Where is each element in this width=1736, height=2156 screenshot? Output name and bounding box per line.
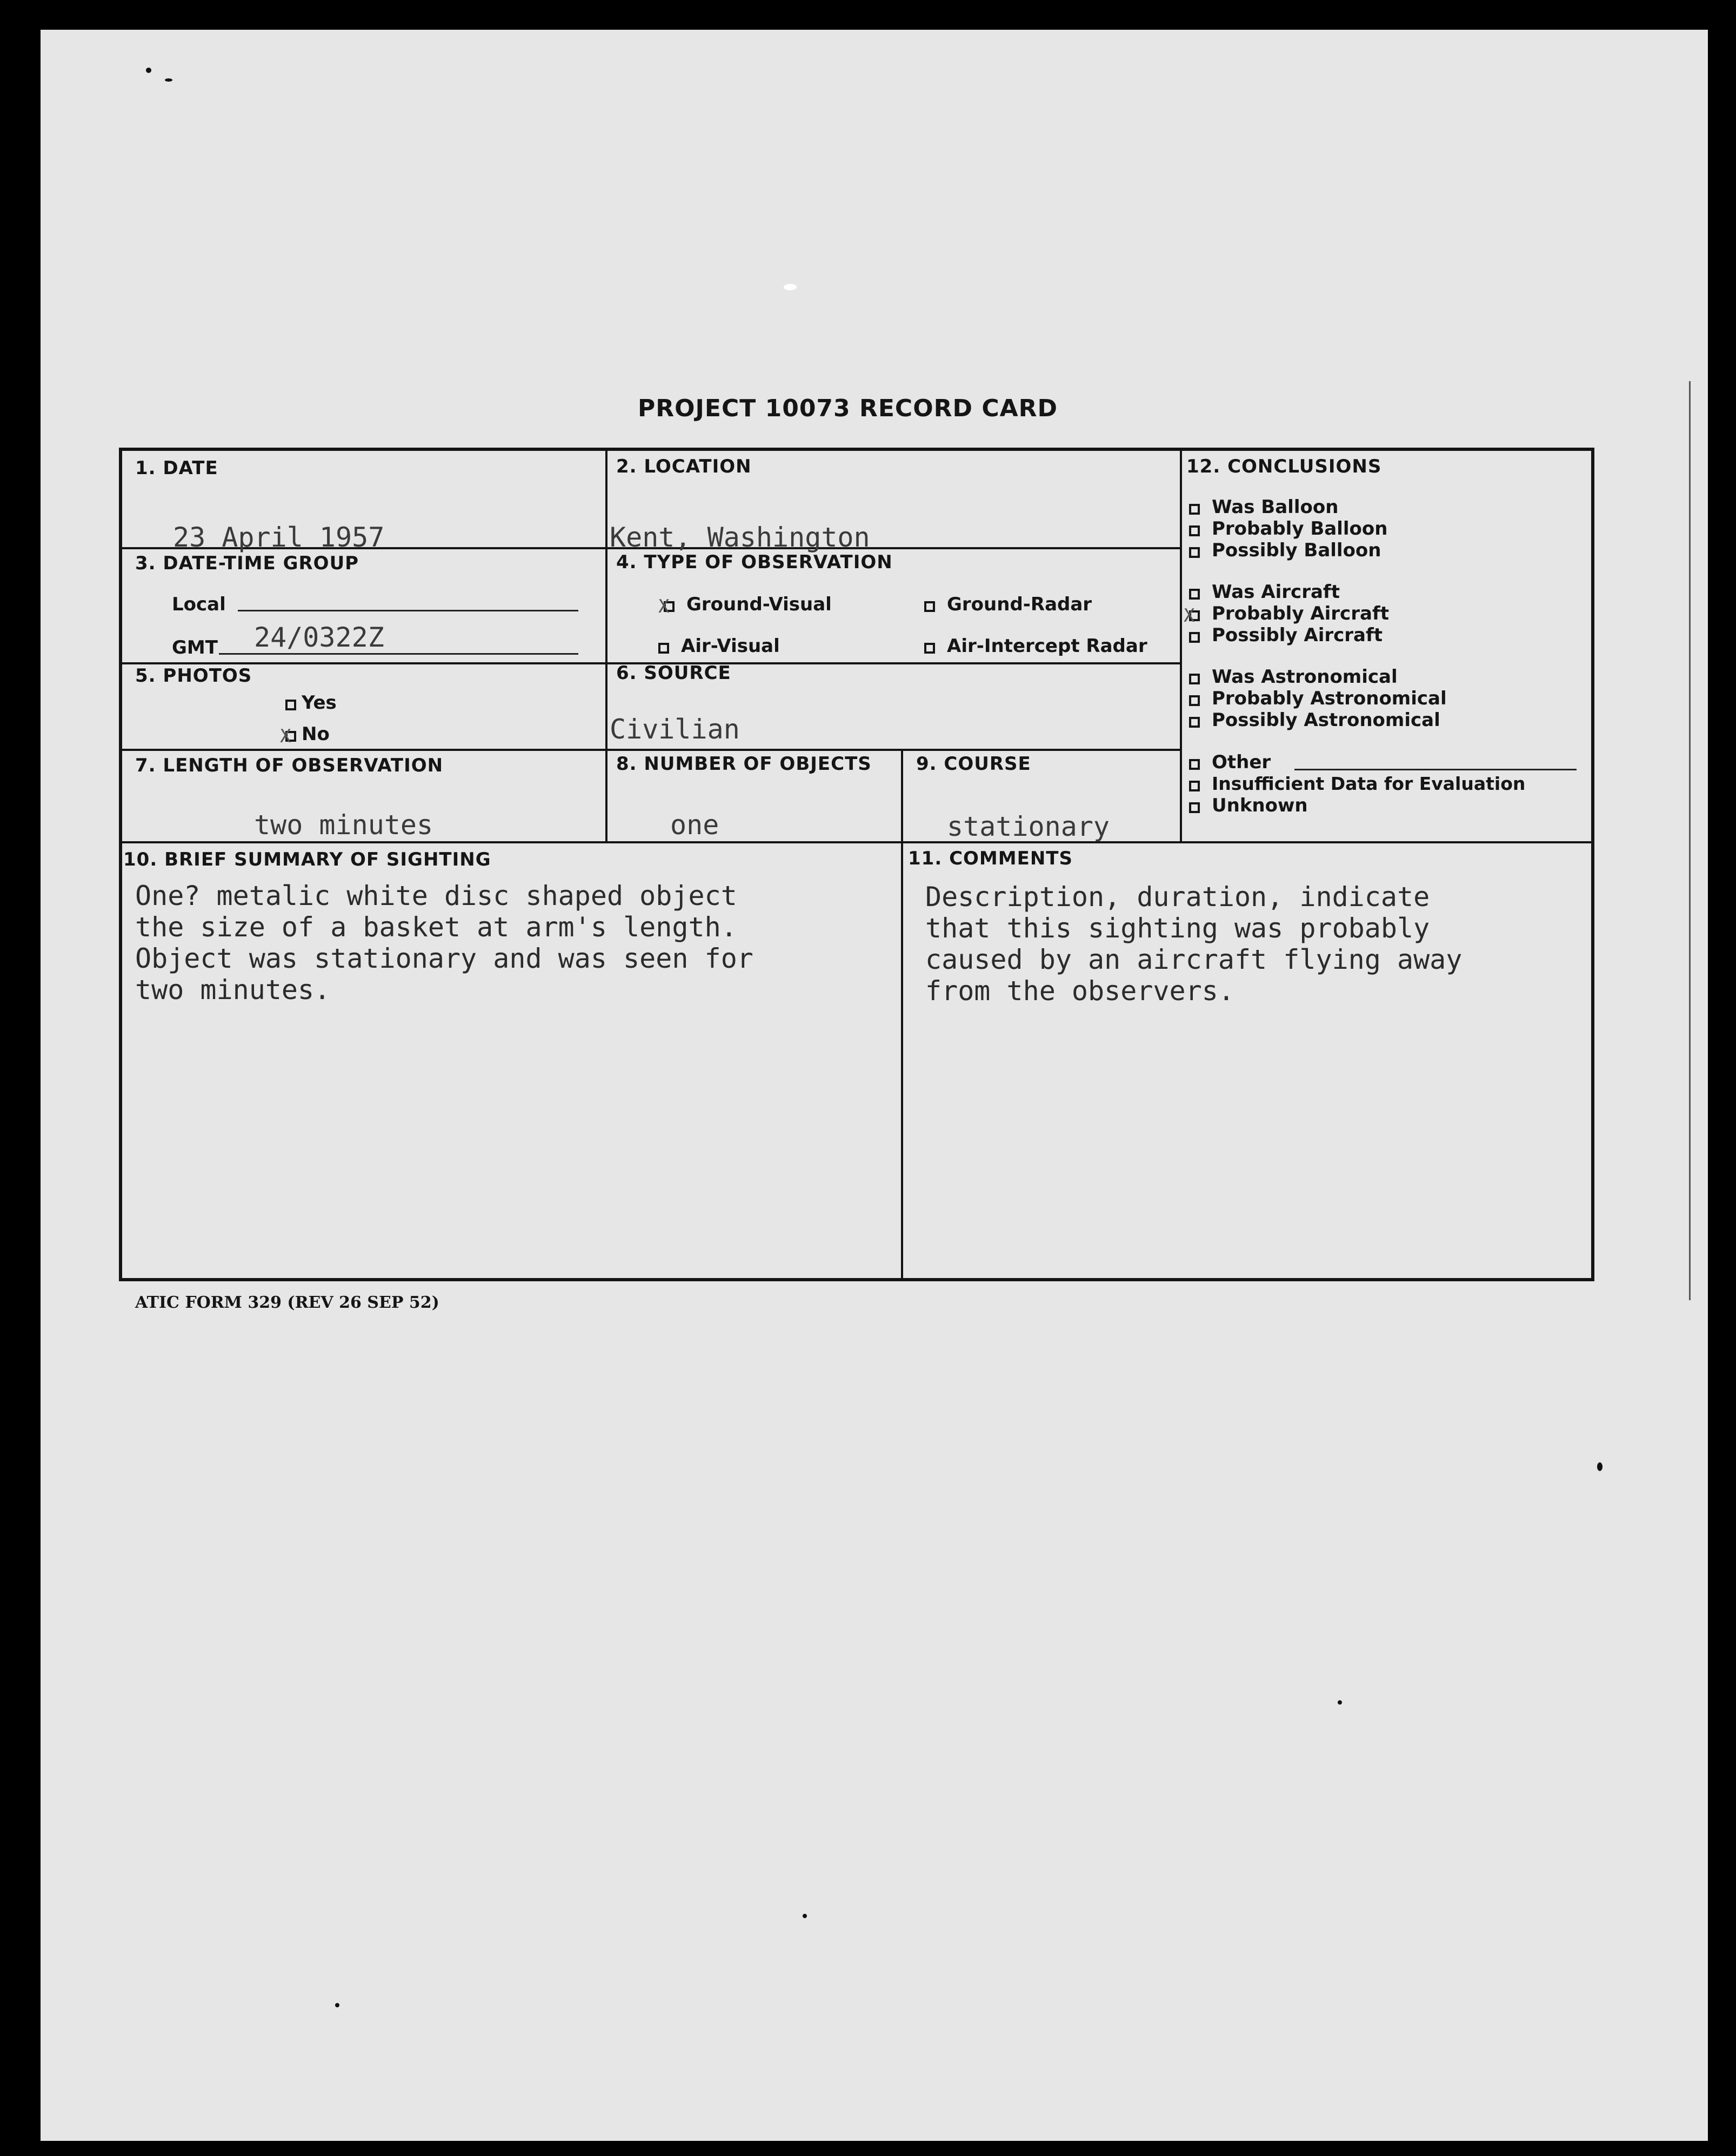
local-time-line xyxy=(238,610,578,611)
dust-speck xyxy=(1597,1462,1603,1471)
dust-speck xyxy=(1338,1700,1342,1705)
conclusions-label: 12. CONCLUSIONS xyxy=(1186,456,1382,477)
conclusion-insufficient-data: Insufficient Data for Evaluation xyxy=(1189,773,1525,794)
observation-type-label: 4. TYPE OF OBSERVATION xyxy=(616,551,893,573)
course-value: stationary xyxy=(947,811,1110,842)
number-of-objects-label: 8. NUMBER OF OBJECTS xyxy=(616,753,872,775)
conclusion-probably-aircraft: XProbably Aircraft xyxy=(1189,603,1389,624)
conclusion-possibly-astronomical: Possibly Astronomical xyxy=(1189,709,1440,731)
option-photos-yes: Yes xyxy=(285,692,337,714)
checkbox-ground-radar xyxy=(924,601,935,612)
dust-speck xyxy=(803,1914,807,1918)
dust-speck xyxy=(146,68,151,73)
checkbox-ground-visual xyxy=(664,601,675,612)
dust-speck xyxy=(165,78,172,82)
date-value: 23 April 1957 xyxy=(173,522,385,553)
photos-label: 5. PHOTOS xyxy=(135,665,252,687)
date-label: 1. DATE xyxy=(135,457,218,479)
conclusion-was-aircraft: Was Aircraft xyxy=(1189,581,1340,603)
checkbox-possibly-aircraft xyxy=(1189,632,1200,643)
location-label: 2. LOCATION xyxy=(616,456,752,477)
summary-text: One? metalic white disc shaped object the size of a basket at arm's length. Object was stationary and was seen for two minutes. xyxy=(135,880,753,1006)
conclusion-unknown: Unknown xyxy=(1189,795,1308,816)
local-time-label: Local xyxy=(172,594,226,615)
conclusion-other: Other xyxy=(1189,751,1271,773)
divider xyxy=(120,841,1593,843)
checkbox-probably-aircraft xyxy=(1189,610,1200,621)
length-label: 7. LENGTH OF OBSERVATION xyxy=(135,755,444,776)
summary-label: 10. BRIEF SUMMARY OF SIGHTING xyxy=(123,849,491,870)
location-value: Kent, Washington xyxy=(610,522,870,553)
date-time-group-label: 3. DATE-TIME GROUP xyxy=(135,553,359,574)
checkbox-was-aircraft xyxy=(1189,589,1200,600)
option-air-visual: Air-Visual xyxy=(658,635,780,657)
form-identifier: ATIC FORM 329 (REV 26 SEP 52) xyxy=(135,1293,439,1312)
checkbox-was-astronomical xyxy=(1189,674,1200,684)
divider xyxy=(120,749,1180,751)
option-ground-radar: Ground-Radar xyxy=(924,594,1092,615)
film-border-top xyxy=(41,0,1736,30)
checkbox-insufficient-data xyxy=(1189,781,1200,791)
divider xyxy=(605,449,607,842)
film-border-right xyxy=(1708,0,1736,2156)
checkbox-air-intercept-radar xyxy=(924,643,935,654)
source-value: Civilian xyxy=(610,714,740,745)
conclusion-probably-astronomical: Probably Astronomical xyxy=(1189,688,1447,709)
conclusion-was-astronomical: Was Astronomical xyxy=(1189,666,1398,688)
number-of-objects-value: one xyxy=(670,809,719,841)
gmt-value: 24/0322Z xyxy=(254,622,384,653)
comments-label: 11. COMMENTS xyxy=(908,848,1073,869)
checkbox-photos-no xyxy=(285,731,296,742)
checkbox-possibly-astronomical xyxy=(1189,717,1200,728)
other-line xyxy=(1294,769,1577,770)
conclusion-probably-balloon: Probably Balloon xyxy=(1189,518,1387,540)
gmt-line xyxy=(219,653,578,655)
page-edge-line xyxy=(1689,381,1691,1300)
course-label: 9. COURSE xyxy=(916,753,1031,775)
checkbox-was-balloon xyxy=(1189,504,1200,515)
conclusion-possibly-aircraft: Possibly Aircraft xyxy=(1189,624,1383,646)
checkbox-probably-balloon xyxy=(1189,525,1200,536)
checkbox-air-visual xyxy=(658,643,669,654)
divider xyxy=(1180,449,1182,842)
comments-text: Description, duration, indicate that this sighting was probably caused by an aircraft flying away from the observers. xyxy=(925,881,1463,1007)
divider xyxy=(901,750,903,842)
card-title: PROJECT 10073 RECORD CARD xyxy=(638,395,1058,422)
checkbox-possibly-balloon xyxy=(1189,547,1200,558)
dust-speck xyxy=(784,284,797,290)
option-ground-visual: XGround-Visual xyxy=(664,594,832,615)
dust-speck xyxy=(335,2003,339,2007)
checkbox-probably-astronomical xyxy=(1189,695,1200,706)
checkbox-other xyxy=(1189,759,1200,770)
gmt-label: GMT xyxy=(172,637,218,658)
source-label: 6. SOURCE xyxy=(616,662,731,684)
conclusion-possibly-balloon: Possibly Balloon xyxy=(1189,540,1381,561)
checkbox-photos-yes xyxy=(285,700,296,710)
length-value: two minutes xyxy=(254,809,433,841)
option-air-intercept-radar: Air-Intercept Radar xyxy=(924,635,1147,657)
checkbox-unknown xyxy=(1189,802,1200,813)
conclusion-was-balloon: Was Balloon xyxy=(1189,496,1338,518)
option-photos-no: XNo xyxy=(285,723,330,745)
